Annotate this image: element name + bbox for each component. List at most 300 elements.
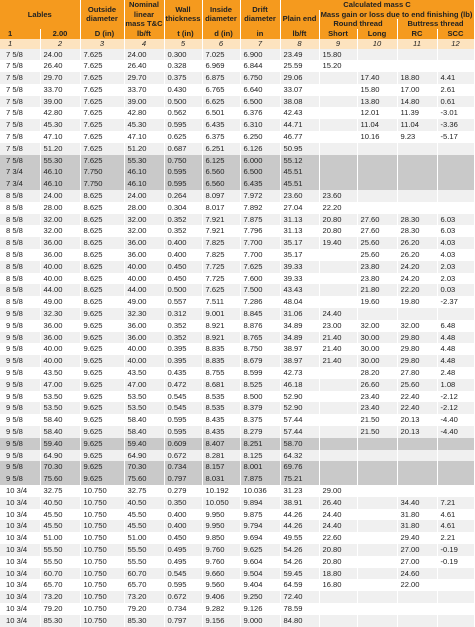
table-cell: 9.625 [80, 450, 124, 462]
table-cell: 35.17 [280, 237, 319, 249]
table-cell: 24.20 [397, 273, 437, 285]
table-cell [397, 166, 437, 178]
table-cell: 38.97 [280, 343, 319, 355]
table-cell: 0.472 [164, 379, 202, 391]
table-cell: 34.40 [397, 497, 437, 509]
table-cell: 7.875 [240, 214, 280, 226]
index-cell: 9 [319, 39, 357, 49]
table-cell: 7.725 [202, 261, 240, 273]
table-cell: 55.30 [124, 155, 164, 167]
table-cell: 36.00 [40, 249, 80, 261]
table-cell: 85.30 [40, 615, 80, 627]
header-drift-diameter: Drift diameter [240, 0, 280, 29]
table-cell [397, 190, 437, 202]
table-cell: 33.07 [280, 84, 319, 96]
table-cell: 0.352 [164, 332, 202, 344]
table-row [0, 473, 474, 485]
table-cell: 7.825 [202, 237, 240, 249]
table-cell: 10 3/4 [0, 544, 40, 556]
table-cell: 6.250 [240, 131, 280, 143]
table-cell: 47.00 [40, 379, 80, 391]
table-cell [397, 60, 437, 72]
table-cell: 9 5/8 [0, 402, 40, 414]
table-cell: 12.01 [357, 107, 397, 119]
table-cell: 6.376 [240, 107, 280, 119]
table-cell [437, 190, 474, 202]
table-cell: 20.80 [319, 544, 357, 556]
table-cell: 8.625 [80, 273, 124, 285]
table-cell: 44.26 [280, 509, 319, 521]
table-cell: 29.06 [280, 72, 319, 84]
table-cell: 0.450 [164, 261, 202, 273]
table-cell: 33.70 [124, 84, 164, 96]
table-cell: 40.00 [124, 261, 164, 273]
table-cell [397, 485, 437, 497]
table-cell: 55.50 [124, 556, 164, 568]
column-index-row [0, 39, 474, 49]
table-cell: 0.279 [164, 485, 202, 497]
table-cell: 51.00 [124, 532, 164, 544]
table-cell: 7.750 [80, 166, 124, 178]
table-row [0, 96, 474, 108]
table-cell [319, 379, 357, 391]
table-cell [357, 579, 397, 591]
table-cell: 10.750 [80, 497, 124, 509]
table-row [0, 320, 474, 332]
table-cell: 8.281 [202, 450, 240, 462]
table-cell: 8.750 [240, 343, 280, 355]
table-cell: 58.40 [124, 414, 164, 426]
table-body [0, 49, 474, 627]
table-row [0, 237, 474, 249]
table-cell: 26.40 [40, 60, 80, 72]
table-row [0, 107, 474, 119]
table-cell [357, 155, 397, 167]
table-cell: 11.04 [397, 119, 437, 131]
table-cell: 8.679 [240, 355, 280, 367]
header-outside-diameter: Outside diameter [80, 0, 124, 29]
table-cell [397, 143, 437, 155]
table-row [0, 72, 474, 84]
table-cell: 7 5/8 [0, 84, 40, 96]
table-row [0, 485, 474, 497]
table-cell: 9.560 [202, 579, 240, 591]
table-cell: 22.20 [397, 284, 437, 296]
table-cell: 7 5/8 [0, 119, 40, 131]
table-cell: 85.30 [124, 615, 164, 627]
table-cell: 4.61 [437, 509, 474, 521]
table-cell: 0.545 [164, 402, 202, 414]
table-cell: 0.595 [164, 119, 202, 131]
table-cell: 10.16 [357, 131, 397, 143]
table-cell: 11.39 [397, 107, 437, 119]
table-cell: 36.00 [40, 237, 80, 249]
table-cell: 36.00 [124, 332, 164, 344]
table-cell: 4.48 [437, 355, 474, 367]
table-cell: 31.23 [280, 485, 319, 497]
table-cell: 20.80 [319, 556, 357, 568]
table-cell: 32.75 [40, 485, 80, 497]
table-cell: 10 3/4 [0, 615, 40, 627]
table-cell: 24.00 [124, 49, 164, 61]
table-cell: 32.30 [40, 308, 80, 320]
table-cell: 8 5/8 [0, 261, 40, 273]
table-cell: 13.80 [357, 96, 397, 108]
table-cell: 57.44 [280, 426, 319, 438]
table-row [0, 520, 474, 532]
table-cell: 60.70 [124, 568, 164, 580]
table-row [0, 60, 474, 72]
table-cell: 10.750 [80, 579, 124, 591]
table-cell: 15.20 [319, 60, 357, 72]
table-cell: 0.352 [164, 225, 202, 237]
table-cell: 8.625 [80, 284, 124, 296]
table-cell: 8.765 [240, 332, 280, 344]
table-cell: -2.37 [437, 296, 474, 308]
table-cell: 4.41 [437, 72, 474, 84]
table-cell: 0.435 [164, 367, 202, 379]
header-plain-end: Plain end [280, 10, 319, 29]
table-cell: 8.625 [80, 202, 124, 214]
table-cell: 0.734 [164, 603, 202, 615]
table-cell: 8.835 [202, 355, 240, 367]
table-cell: 25.60 [357, 237, 397, 249]
table-cell: 7.625 [80, 84, 124, 96]
table-cell [437, 450, 474, 462]
table-cell [397, 603, 437, 615]
table-cell: 6.875 [202, 72, 240, 84]
table-cell: 28.20 [357, 367, 397, 379]
table-cell: 29.70 [124, 72, 164, 84]
table-cell: 32.00 [124, 225, 164, 237]
table-cell: 25.60 [357, 249, 397, 261]
table-cell: 28.00 [40, 202, 80, 214]
table-cell: 46.10 [40, 178, 80, 190]
table-cell: 7 5/8 [0, 72, 40, 84]
table-cell [357, 591, 397, 603]
table-cell: 10.750 [80, 556, 124, 568]
table-cell: 9.625 [240, 544, 280, 556]
table-cell: 44.71 [280, 119, 319, 131]
table-cell: 7.625 [80, 155, 124, 167]
table-cell: -2.12 [437, 402, 474, 414]
table-cell: 34.89 [280, 332, 319, 344]
table-cell: 23.80 [357, 273, 397, 285]
table-cell: 0.595 [164, 414, 202, 426]
table-cell: 8.017 [202, 202, 240, 214]
table-cell: 9.625 [80, 438, 124, 450]
table-cell: 2.03 [437, 273, 474, 285]
table-cell [437, 438, 474, 450]
table-cell: 0.03 [437, 284, 474, 296]
table-cell: 59.40 [40, 438, 80, 450]
table-cell [437, 178, 474, 190]
table-cell: 51.00 [40, 532, 80, 544]
table-cell [357, 497, 397, 509]
unit-cell: 1 [0, 29, 40, 39]
table-cell: 8.500 [240, 391, 280, 403]
table-cell: 4.03 [437, 249, 474, 261]
table-row [0, 497, 474, 509]
table-cell [319, 391, 357, 403]
table-cell: 0.595 [164, 178, 202, 190]
table-cell: 8.097 [202, 190, 240, 202]
table-cell: 39.00 [124, 96, 164, 108]
table-cell: 0.61 [437, 96, 474, 108]
table-cell: 24.00 [124, 190, 164, 202]
table-cell [357, 568, 397, 580]
table-cell: 1.08 [437, 379, 474, 391]
table-row [0, 308, 474, 320]
table-cell: 40.50 [124, 497, 164, 509]
table-cell: 0.557 [164, 296, 202, 308]
table-cell: 36.00 [40, 332, 80, 344]
table-cell: 78.59 [280, 603, 319, 615]
table-cell: 7.025 [202, 49, 240, 61]
table-cell [357, 509, 397, 521]
table-cell: 8.535 [202, 402, 240, 414]
table-cell: 75.60 [40, 473, 80, 485]
table-cell [357, 603, 397, 615]
header-wall-thickness: Wall thickness [164, 0, 202, 29]
table-cell [397, 202, 437, 214]
table-cell [437, 473, 474, 485]
table-cell: 9 5/8 [0, 367, 40, 379]
table-cell [319, 426, 357, 438]
table-cell: 0.352 [164, 214, 202, 226]
table-cell: 75.60 [124, 473, 164, 485]
unit-cell: D (in) [80, 29, 124, 39]
table-row [0, 544, 474, 556]
table-cell: 8 5/8 [0, 249, 40, 261]
table-cell [357, 520, 397, 532]
table-cell: 0.450 [164, 273, 202, 285]
table-cell: 64.59 [280, 579, 319, 591]
table-cell [357, 544, 397, 556]
table-cell: 0.545 [164, 391, 202, 403]
table-cell: 28.30 [397, 214, 437, 226]
table-cell: 7 5/8 [0, 107, 40, 119]
table-cell: 7.972 [240, 190, 280, 202]
table-cell [319, 261, 357, 273]
table-cell: 57.44 [280, 414, 319, 426]
table-cell: 26.40 [124, 60, 164, 72]
table-cell: 9.23 [397, 131, 437, 143]
table-cell: 0.625 [164, 131, 202, 143]
table-cell: 32.00 [40, 214, 80, 226]
header-mass-gain-loss: Mass gain or loss due to end finishing (lb) [320, 9, 473, 19]
table-cell: 21.40 [319, 355, 357, 367]
table-cell: 10.750 [80, 568, 124, 580]
table-cell: 26.60 [357, 379, 397, 391]
table-cell: 8.625 [80, 261, 124, 273]
table-cell [357, 461, 397, 473]
table-cell: 17.40 [357, 72, 397, 84]
table-cell: 53.50 [124, 391, 164, 403]
table-row [0, 119, 474, 131]
table-cell: 46.10 [40, 166, 80, 178]
table-cell: 10.750 [80, 532, 124, 544]
index-cell: 10 [357, 39, 397, 49]
table-cell [319, 131, 357, 143]
header-nominal-linear-mass: Nominal linear mass T&C [125, 0, 163, 28]
table-cell: 46.77 [280, 131, 319, 143]
table-row [0, 615, 474, 627]
table-cell: 10 3/4 [0, 591, 40, 603]
table-cell: 30.00 [357, 332, 397, 344]
table-cell [319, 284, 357, 296]
table-cell: 40.00 [124, 355, 164, 367]
table-cell: 59.40 [124, 438, 164, 450]
table-row [0, 225, 474, 237]
table-cell: 31.80 [397, 520, 437, 532]
table-cell: 0.400 [164, 520, 202, 532]
table-cell: 0.595 [164, 579, 202, 591]
table-cell: 58.70 [280, 438, 319, 450]
table-cell: 22.20 [319, 202, 357, 214]
table-cell [437, 579, 474, 591]
table-cell: 65.70 [40, 579, 80, 591]
table-cell: 27.80 [397, 367, 437, 379]
table-cell: 30.00 [357, 355, 397, 367]
table-cell: 64.90 [124, 450, 164, 462]
table-cell: 52.90 [280, 391, 319, 403]
index-cell: 7 [240, 39, 280, 49]
table-cell: 7.725 [202, 273, 240, 285]
header-round-thread: Round thread [319, 19, 397, 29]
table-cell [357, 202, 397, 214]
table-cell: 32.00 [40, 225, 80, 237]
unit-cell: lb/ft [280, 29, 319, 39]
table-cell: 0.395 [164, 343, 202, 355]
table-cell: 53.50 [40, 391, 80, 403]
table-cell: 8 5/8 [0, 273, 40, 285]
table-cell: 10.750 [80, 591, 124, 603]
table-cell: 6.844 [240, 60, 280, 72]
table-cell [397, 49, 437, 61]
table-cell [437, 202, 474, 214]
table-cell [437, 461, 474, 473]
table-cell: 29.40 [397, 532, 437, 544]
table-cell: 7.700 [240, 237, 280, 249]
table-cell: 9.894 [240, 497, 280, 509]
table-cell: 32.30 [124, 308, 164, 320]
table-cell: 55.50 [40, 544, 80, 556]
table-cell: 9.404 [240, 579, 280, 591]
table-cell: 6.560 [202, 178, 240, 190]
table-cell: -3.01 [437, 107, 474, 119]
table-cell: 26.40 [319, 497, 357, 509]
table-cell: 53.50 [124, 402, 164, 414]
table-cell [437, 568, 474, 580]
table-cell: 7.21 [437, 497, 474, 509]
table-cell: 8.435 [202, 414, 240, 426]
table-cell: 55.12 [280, 155, 319, 167]
table-cell: 49.55 [280, 532, 319, 544]
table-cell: 6.969 [202, 60, 240, 72]
table-cell: 0.352 [164, 320, 202, 332]
table-cell: 6.251 [202, 143, 240, 155]
table-cell: 9.625 [80, 308, 124, 320]
table-cell: 7 5/8 [0, 155, 40, 167]
table-cell: 34.89 [280, 320, 319, 332]
table-cell: 31.13 [280, 214, 319, 226]
table-cell: 40.00 [124, 343, 164, 355]
table-cell: 7.625 [80, 119, 124, 131]
table-cell: 8.407 [202, 438, 240, 450]
index-cell: 11 [397, 39, 437, 49]
table-cell: 11.04 [357, 119, 397, 131]
table-cell: 14.80 [397, 96, 437, 108]
table-cell: 2.03 [437, 261, 474, 273]
table-cell: 45.30 [124, 119, 164, 131]
table-row [0, 131, 474, 143]
table-cell: 0.375 [164, 72, 202, 84]
table-cell: 0.312 [164, 308, 202, 320]
table-cell: 39.33 [280, 261, 319, 273]
table-cell: 79.20 [40, 603, 80, 615]
table-cell [319, 72, 357, 84]
table-cell: 35.17 [280, 249, 319, 261]
table-cell: 9.760 [202, 556, 240, 568]
table-cell: 29.80 [397, 332, 437, 344]
table-cell: 45.50 [40, 509, 80, 521]
table-cell: 2.21 [437, 532, 474, 544]
table-cell: 10 3/4 [0, 532, 40, 544]
table-row [0, 426, 474, 438]
table-cell: 40.00 [40, 343, 80, 355]
table-row [0, 178, 474, 190]
table-cell: 8.535 [202, 391, 240, 403]
table-cell: 6.03 [437, 225, 474, 237]
table-cell: 10 3/4 [0, 485, 40, 497]
table-cell: 7.892 [240, 202, 280, 214]
table-cell: 27.60 [357, 225, 397, 237]
table-row [0, 249, 474, 261]
table-cell: 8.921 [202, 332, 240, 344]
table-cell [319, 249, 357, 261]
table-cell: 6.48 [437, 320, 474, 332]
table-cell: 7.625 [202, 284, 240, 296]
table-cell: 8 5/8 [0, 296, 40, 308]
table-cell: 7.796 [240, 225, 280, 237]
table-cell: 0.328 [164, 60, 202, 72]
table-cell: 0.595 [164, 426, 202, 438]
table-cell: 9.625 [80, 367, 124, 379]
table-cell: 58.40 [40, 414, 80, 426]
table-cell: 6.125 [202, 155, 240, 167]
table-cell: 9 5/8 [0, 391, 40, 403]
table-cell [319, 367, 357, 379]
table-cell: 24.40 [319, 520, 357, 532]
table-cell: 50.95 [280, 143, 319, 155]
table-cell: 0.495 [164, 556, 202, 568]
index-cell: 12 [437, 39, 474, 49]
table-cell: -4.40 [437, 426, 474, 438]
table-cell: 21.40 [319, 343, 357, 355]
table-cell: 6.435 [202, 119, 240, 131]
table-cell [397, 473, 437, 485]
table-row [0, 273, 474, 285]
table-cell: 48.04 [280, 296, 319, 308]
table-cell: 49.00 [40, 296, 80, 308]
table-cell: 9.156 [202, 615, 240, 627]
table-row [0, 155, 474, 167]
table-cell: 0.450 [164, 532, 202, 544]
table-row [0, 343, 474, 355]
table-cell: 9.625 [80, 379, 124, 391]
unit-cell: d (in) [202, 29, 240, 39]
